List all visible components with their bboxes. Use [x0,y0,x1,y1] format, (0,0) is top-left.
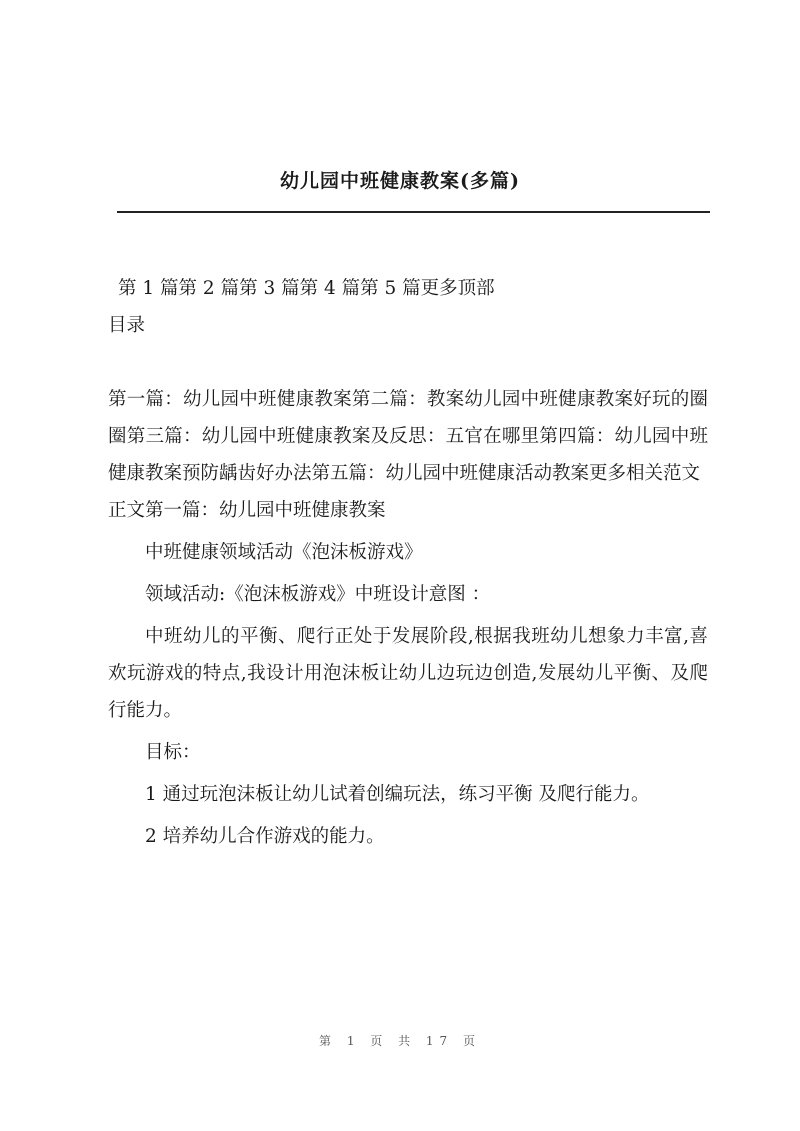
toc-body: 第一篇：幼儿园中班健康教案第二篇：教案幼儿园中班健康教案好玩的圈圈第三篇：幼儿园中班健康教案及反思：五官在哪里第四篇：幼儿园中班健康教案预防龋齿好办法第五篇：幼儿园中班健康活动教案更多相关范文 [108,389,708,484]
title-divider [117,211,710,213]
article-nav-links[interactable]: 第 1 篇第 2 篇第 3 篇第 4 篇第 5 篇更多顶部 [118,278,495,299]
main-heading: 正文第一篇：幼儿园中班健康教案 [108,500,386,521]
document-body [108,270,708,855]
paragraph-goals-heading: 目标： [145,742,201,763]
paragraph-intent-body: 中班幼儿的平衡、爬行正处于发展阶段,根据我班幼儿想象力丰富,喜欢玩游戏的特点,我设计用泡沫板让幼儿边玩边创造,发展幼儿平衡、及爬行能力。 [108,626,708,721]
toc-heading: 目录 [108,315,146,336]
page-title: 幼儿园中班健康教案(多篇) [280,170,520,192]
page-footer: 第 1 页 共 17 页 [319,1034,481,1048]
paragraph-goal-2: 2 培养幼儿合作游戏的能力。 [145,826,385,847]
paragraph-goal-1: 1 通过玩泡沫板让幼儿试着创编玩法，练习平衡 及爬行能力。 [145,784,650,805]
paragraph-activity-name: 中班健康领域活动《泡沫板游戏》 [145,542,423,563]
paragraph-design-intent: 领域活动:《泡沫板游戏》中班设计意图 ： [145,584,491,605]
